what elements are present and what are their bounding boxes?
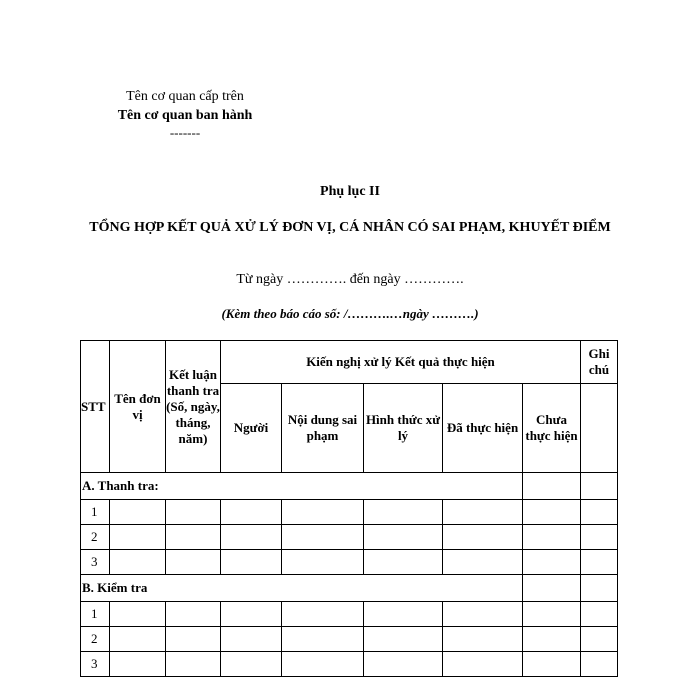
table-cell: [110, 652, 166, 677]
table-cell: [221, 602, 282, 627]
superior-agency-name: Tên cơ quan cấp trên: [126, 89, 244, 104]
table-cell: [221, 525, 282, 550]
table-row: [81, 525, 618, 550]
table-cell: [364, 627, 443, 652]
col-header-notes: Ghi chú: [581, 341, 618, 384]
table-cell: [282, 550, 364, 575]
col-header-not-done: Chưa thực hiện: [523, 384, 581, 473]
appendix-label: Phụ lục II: [320, 184, 380, 199]
table-cell: [166, 627, 221, 652]
table-cell: [581, 652, 618, 677]
row-number: 1: [81, 500, 110, 525]
table-cell: [221, 652, 282, 677]
table-cell: [581, 473, 618, 500]
table-row: [81, 550, 618, 575]
table-cell: [581, 575, 618, 602]
table-cell: [166, 602, 221, 627]
table-cell: [443, 652, 523, 677]
table-cell: [581, 525, 618, 550]
issuing-agency-name: Tên cơ quan ban hành: [117, 108, 253, 123]
table-cell: [364, 652, 443, 677]
table-cell: [221, 500, 282, 525]
table-cell: [523, 602, 581, 627]
table-cell: [443, 627, 523, 652]
row-number: 3: [81, 652, 110, 677]
table-cell: [110, 627, 166, 652]
table-cell: [581, 500, 618, 525]
table-cell: [221, 550, 282, 575]
table-cell: [282, 627, 364, 652]
table-row: [81, 500, 618, 525]
col-header-notes-blank: [581, 384, 618, 473]
table-cell: [443, 550, 523, 575]
section-label: B. Kiểm tra: [81, 575, 523, 602]
table-row: [81, 627, 618, 652]
table-cell: [581, 602, 618, 627]
col-header-violation-content: Nội dung sai phạm: [282, 384, 364, 473]
table-cell: [581, 627, 618, 652]
table-cell: [523, 550, 581, 575]
col-header-recommendation-group: Kiến nghị xử lý Kết quả thực hiện: [221, 341, 581, 384]
header-divider: -------: [169, 125, 201, 140]
table-cell: [282, 652, 364, 677]
col-header-person: Người: [221, 384, 282, 473]
table-cell: [110, 500, 166, 525]
table-cell: [443, 602, 523, 627]
table-cell: [523, 473, 581, 500]
table-cell: [523, 525, 581, 550]
col-header-conclusion: Kết luận thanh tra (Số, ngày, tháng, năm): [166, 341, 221, 473]
table-cell: [443, 500, 523, 525]
period-line: Từ ngày …………. đến ngày ………….: [236, 272, 464, 287]
table-cell: [110, 602, 166, 627]
table-cell: [523, 652, 581, 677]
table-cell: [364, 525, 443, 550]
col-header-handling-form: Hình thức xử lý: [364, 384, 443, 473]
section-row: [81, 473, 618, 500]
table-cell: [110, 525, 166, 550]
table-row: [81, 602, 618, 627]
table-cell: [166, 500, 221, 525]
table-cell: [364, 550, 443, 575]
table-row: [81, 652, 618, 677]
table-cell: [166, 550, 221, 575]
document-title: TỔNG HỢP KẾT QUẢ XỬ LÝ ĐƠN VỊ, CÁ NHÂN CÓ SAI PHẠM, KHUYẾT ĐIỂM: [89, 220, 611, 235]
table-cell: [523, 575, 581, 602]
row-number: 1: [81, 602, 110, 627]
section-row: [81, 575, 618, 602]
col-header-unit-name: Tên đơn vị: [110, 341, 166, 473]
row-number: 2: [81, 525, 110, 550]
table-cell: [523, 627, 581, 652]
table-cell: [443, 525, 523, 550]
row-number: 2: [81, 627, 110, 652]
row-number: 3: [81, 550, 110, 575]
table-cell: [282, 602, 364, 627]
col-header-stt: STT: [81, 341, 110, 473]
table-cell: [364, 500, 443, 525]
table-cell: [282, 525, 364, 550]
table-cell: [282, 500, 364, 525]
col-header-done: Đã thực hiện: [443, 384, 523, 473]
table-cell: [110, 550, 166, 575]
table-cell: [166, 652, 221, 677]
table-cell: [166, 525, 221, 550]
table-cell: [581, 550, 618, 575]
table-cell: [364, 602, 443, 627]
attachment-line: (Kèm theo báo cáo số: /……….…ngày ……….): [221, 306, 479, 321]
section-label: A. Thanh tra:: [81, 473, 523, 500]
results-table: [80, 340, 618, 677]
table-cell: [523, 500, 581, 525]
table-cell: [221, 627, 282, 652]
